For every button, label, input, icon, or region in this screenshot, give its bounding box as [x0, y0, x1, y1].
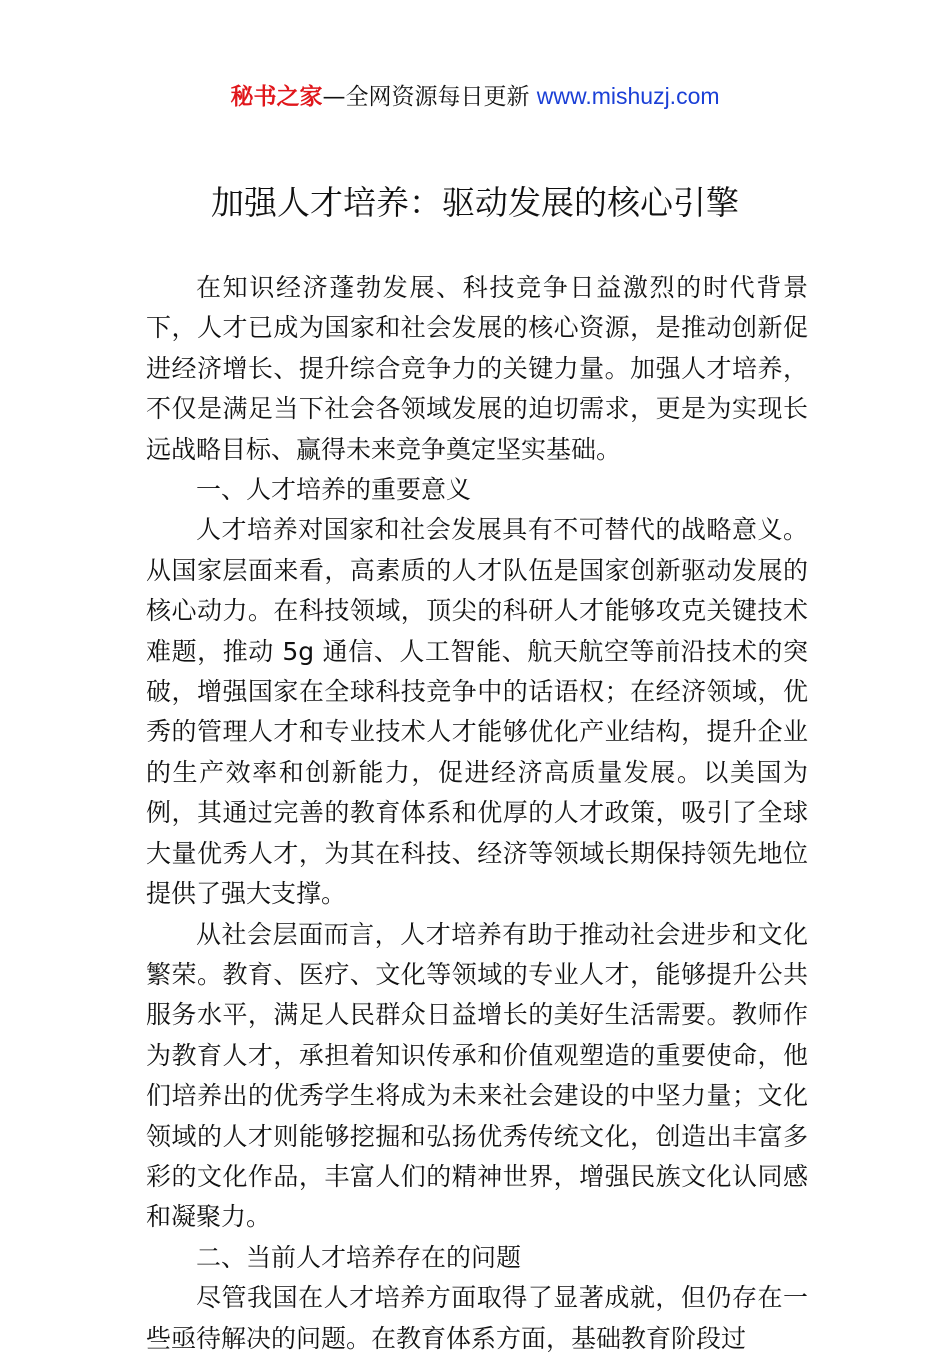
paragraph-intro: 在知识经济蓬勃发展、科技竞争日益激烈的时代背景下，人才已成为国家和社会发展的核心资源，是推动创新促进经济增长、提升综合竞争力的关键力量。加强人才培养，不仅是满足当下社会各领域发展的迫切需求，更是为实现长远战略目标、赢得未来竞争奠定坚实基础。: [146, 273, 808, 464]
section-heading-2: 二、当前人才培养存在的问题: [196, 1242, 522, 1272]
site-brand: 秘书之家: [230, 84, 323, 110]
paragraph-social-level: 从社会层面而言，人才培养有助于推动社会进步和文化繁荣。教育、医疗、文化等领域的专业人才，能够提升公共服务水平，满足人民群众日益增长的美好生活需要。教师作为教育人才，承担着知识传承和价值观塑造的重要使命，他们培养出的优秀学生将成为未来社会建设的中坚力量；文化领域的人才则能够挖掘和弘扬优秀传统文化，创造出丰富多彩的文化作品，丰富人们的精神世界，增强民族文化认同感和凝聚力。: [146, 919, 808, 1232]
section-heading-1: 一、人才培养的重要意义: [196, 475, 472, 505]
paragraph-problems: 尽管我国在人才培养方面取得了显著成就，但仍存在一些亟待解决的问题。在教育体系方面，基础教育阶段过: [146, 1283, 808, 1353]
site-header: [0, 80, 950, 113]
paragraph-national-level: 人才培养对国家和社会发展具有不可替代的战略意义。从国家层面来看，高素质的人才队伍是国家创新驱动发展的核心动力。在科技领域，顶尖的科研人才能够攻克关键技术难题，推动 5g 通信、人工智能、航天航空等前沿技术的突破，增强国家在全球科技竞争中的话语权；在经济领域，优秀的管理人才和专业技术人才能够优化产业结构，提升企业的生产效率和创新能力，促进经济高质量发展。以美国为例，其通过完善的教育体系和优厚的人才政策，吸引了全球大量优秀人才，为其在科技、经济等领域长期保持领先地位提供了强大支撑。: [146, 515, 808, 909]
document-body: [146, 268, 808, 1359]
site-tagline: —全网资源每日更新: [322, 84, 537, 110]
site-url-link[interactable]: www.mishuzj.com: [536, 83, 720, 109]
document-title: 加强人才培养：驱动发展的核心引擎: [211, 183, 739, 222]
